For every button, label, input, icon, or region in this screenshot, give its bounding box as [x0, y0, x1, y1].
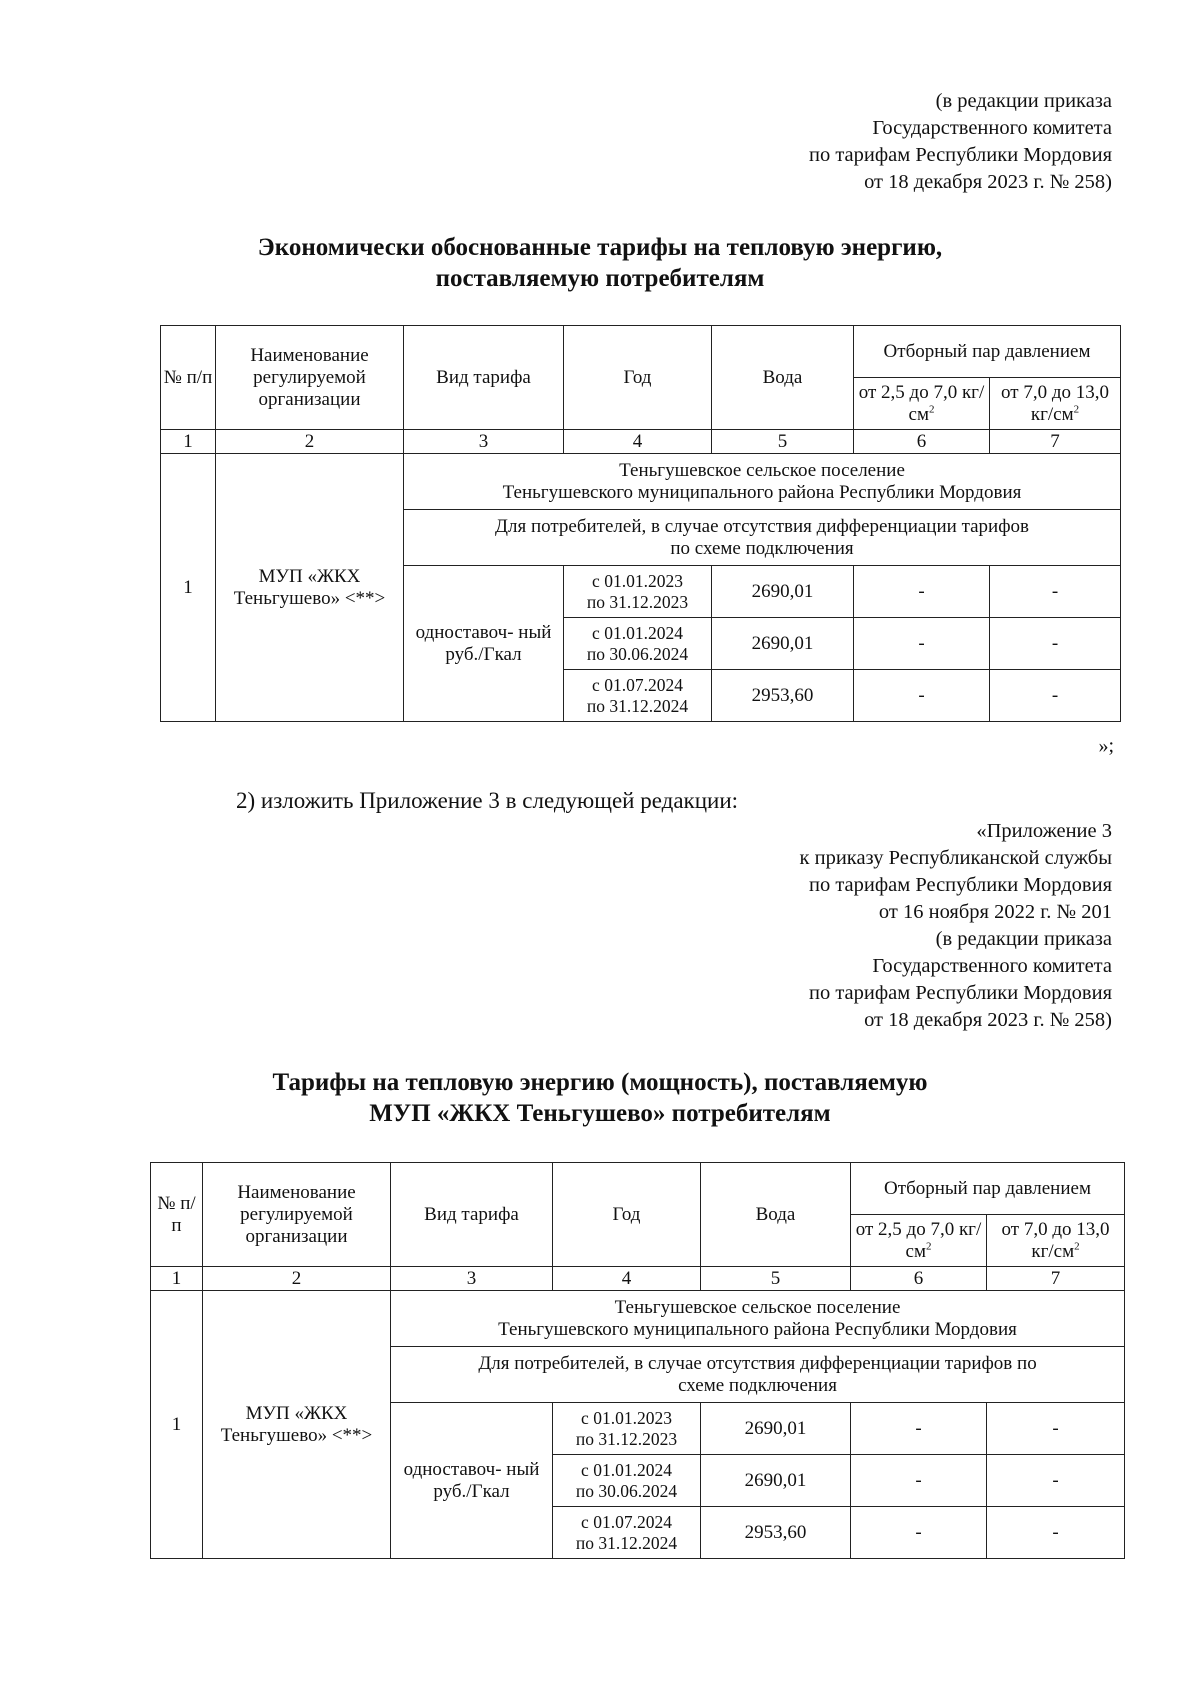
header-year: Год	[564, 326, 712, 430]
approval-line: «Приложение 3	[976, 820, 1112, 842]
water-value: 2690,01	[712, 566, 854, 618]
header-tariff-type: Вид тарифа	[404, 326, 564, 430]
settlement-line2: Теньгушевского муниципального района Республики Мордовия	[498, 1318, 1017, 1340]
org-name: МУП «ЖКХ Теньгушево» <**>	[216, 454, 404, 722]
header-tariff-type: Вид тарифа	[391, 1163, 553, 1267]
approval-line: (в редакции приказа	[935, 928, 1112, 950]
header-year: Год	[553, 1163, 701, 1267]
pressure-1-value: -	[851, 1455, 987, 1507]
pressure-2-value: -	[990, 670, 1121, 722]
consumers-line2: схеме подключения	[678, 1374, 837, 1396]
col-number: 6	[854, 430, 990, 454]
col-number: 6	[851, 1267, 987, 1291]
pressure-2-value: -	[987, 1403, 1125, 1455]
pressure-1-value: -	[851, 1403, 987, 1455]
pressure-2-value: -	[990, 566, 1121, 618]
approval-line: Государственного комитета	[872, 117, 1112, 139]
col-number: 1	[151, 1267, 203, 1291]
approval-note-2	[800, 818, 1112, 1034]
col-number: 4	[553, 1267, 701, 1291]
quote-end: »;	[1098, 735, 1114, 757]
table1-title-line1: Экономически обоснованные тарифы на тепловую энергию,	[257, 234, 943, 261]
superscript: 2	[928, 403, 935, 416]
pressure-2-value: -	[987, 1507, 1125, 1559]
period-from: с 01.01.2024	[592, 622, 683, 643]
pressure-1-value: -	[854, 566, 990, 618]
period-to: по 30.06.2024	[586, 643, 689, 664]
pressure-1-label: от 2,5 до 7,0 кг/см	[855, 1218, 982, 1262]
period-cell	[564, 670, 712, 722]
pressure-2-value: -	[987, 1455, 1125, 1507]
col-number: 5	[701, 1267, 851, 1291]
period-to: по 31.12.2024	[575, 1532, 678, 1553]
approval-note-1	[809, 88, 1112, 196]
col-number: 2	[216, 430, 404, 454]
period-to: по 31.12.2023	[575, 1428, 678, 1449]
org-name: МУП «ЖКХ Теньгушево» <**>	[203, 1291, 391, 1559]
consumers-cell	[404, 510, 1121, 566]
pressure-1-value: -	[851, 1507, 987, 1559]
header-pressure-1	[854, 378, 990, 430]
consumers-line1: Для потребителей, в случае отсутствия дифференциации тарифов	[495, 515, 1029, 537]
settlement-cell	[404, 454, 1121, 510]
period-from: с 01.01.2023	[592, 570, 683, 591]
period-cell	[564, 566, 712, 618]
superscript: 2	[925, 1240, 932, 1253]
consumers-cell	[391, 1347, 1125, 1403]
approval-line: по тарифам Республики Мордовия	[808, 144, 1112, 166]
settlement-cell	[391, 1291, 1125, 1347]
superscript: 2	[1073, 403, 1080, 416]
col-number: 3	[391, 1267, 553, 1291]
period-from: с 01.01.2023	[581, 1407, 672, 1428]
header-steam: Отборный пар давлением	[854, 326, 1121, 378]
consumers-line1: Для потребителей, в случае отсутствия дифференциации тарифов по	[478, 1352, 1037, 1374]
row-number: 1	[161, 454, 216, 722]
table2-title	[0, 1067, 1200, 1129]
col-number: 1	[161, 430, 216, 454]
pressure-1-label: от 2,5 до 7,0 кг/см	[858, 381, 985, 425]
tariff-table-1	[160, 325, 1121, 722]
col-number: 3	[404, 430, 564, 454]
pressure-1-value: -	[854, 670, 990, 722]
header-num: № п/п	[151, 1163, 203, 1267]
period-to: по 31.12.2023	[586, 591, 689, 612]
period-cell	[553, 1507, 701, 1559]
period-cell	[553, 1455, 701, 1507]
approval-line: по тарифам Республики Мордовия	[808, 874, 1112, 896]
col-number: 4	[564, 430, 712, 454]
water-value: 2690,01	[712, 618, 854, 670]
period-to: по 30.06.2024	[575, 1480, 678, 1501]
approval-line: к приказу Республиканской службы	[799, 847, 1112, 869]
pressure-2-value: -	[990, 618, 1121, 670]
period-to: по 31.12.2024	[586, 695, 689, 716]
water-value: 2690,01	[701, 1455, 851, 1507]
table2-title-line2: МУП «ЖКХ Теньгушево» потребителям	[369, 1100, 831, 1127]
row-number: 1	[151, 1291, 203, 1559]
superscript: 2	[1074, 1240, 1080, 1253]
period-from: с 01.07.2024	[581, 1511, 672, 1532]
approval-line: (в редакции приказа	[935, 90, 1112, 112]
instruction-paragraph: 2) изложить Приложение 3 в следующей редакции:	[236, 788, 739, 813]
settlement-line2: Теньгушевского муниципального района Республики Мордовия	[502, 481, 1022, 503]
tariff-type: одноставоч- ный руб./Гкал	[391, 1403, 553, 1559]
consumers-line2: по схеме подключения	[670, 537, 854, 559]
header-pressure-1	[851, 1215, 987, 1267]
pressure-1-value: -	[854, 618, 990, 670]
col-number: 7	[990, 430, 1121, 454]
settlement-line1: Теньгушевское сельское поселение	[619, 459, 905, 481]
water-value: 2953,60	[701, 1507, 851, 1559]
pressure-2-label: от 7,0 до 13,0 кг/см	[1001, 1218, 1110, 1262]
approval-line: от 18 декабря 2023 г. № 258)	[864, 1009, 1112, 1031]
header-water: Вода	[701, 1163, 851, 1267]
period-cell	[553, 1403, 701, 1455]
approval-line: от 18 декабря 2023 г. № 258)	[864, 171, 1112, 193]
header-org: Наименование регулируемой организации	[203, 1163, 391, 1267]
settlement-line1: Теньгушевское сельское поселение	[614, 1296, 901, 1318]
header-water: Вода	[712, 326, 854, 430]
pressure-2-label: от 7,0 до 13,0 кг/см	[1001, 381, 1109, 425]
period-cell	[564, 618, 712, 670]
approval-line: Государственного комитета	[872, 955, 1112, 977]
approval-line: от 16 ноября 2022 г. № 201	[878, 901, 1112, 923]
col-number: 2	[203, 1267, 391, 1291]
header-steam: Отборный пар давлением	[851, 1163, 1125, 1215]
period-from: с 01.07.2024	[592, 674, 683, 695]
water-value: 2953,60	[712, 670, 854, 722]
period-from: с 01.01.2024	[581, 1459, 672, 1480]
col-number: 7	[987, 1267, 1125, 1291]
water-value: 2690,01	[701, 1403, 851, 1455]
tariff-type: одноставоч- ный руб./Гкал	[404, 566, 564, 722]
header-pressure-2	[990, 378, 1121, 430]
approval-line: по тарифам Республики Мордовия	[808, 982, 1112, 1004]
tariff-table-2	[150, 1162, 1125, 1559]
header-num: № п/п	[161, 326, 216, 430]
header-pressure-2	[987, 1215, 1125, 1267]
header-org: Наименование регулируемой организации	[216, 326, 404, 430]
table1-title	[0, 232, 1200, 294]
table2-title-line1: Тарифы на тепловую энергию (мощность), поставляемую	[272, 1069, 928, 1096]
table1-title-line2: поставляемую потребителям	[435, 265, 765, 292]
col-number: 5	[712, 430, 854, 454]
